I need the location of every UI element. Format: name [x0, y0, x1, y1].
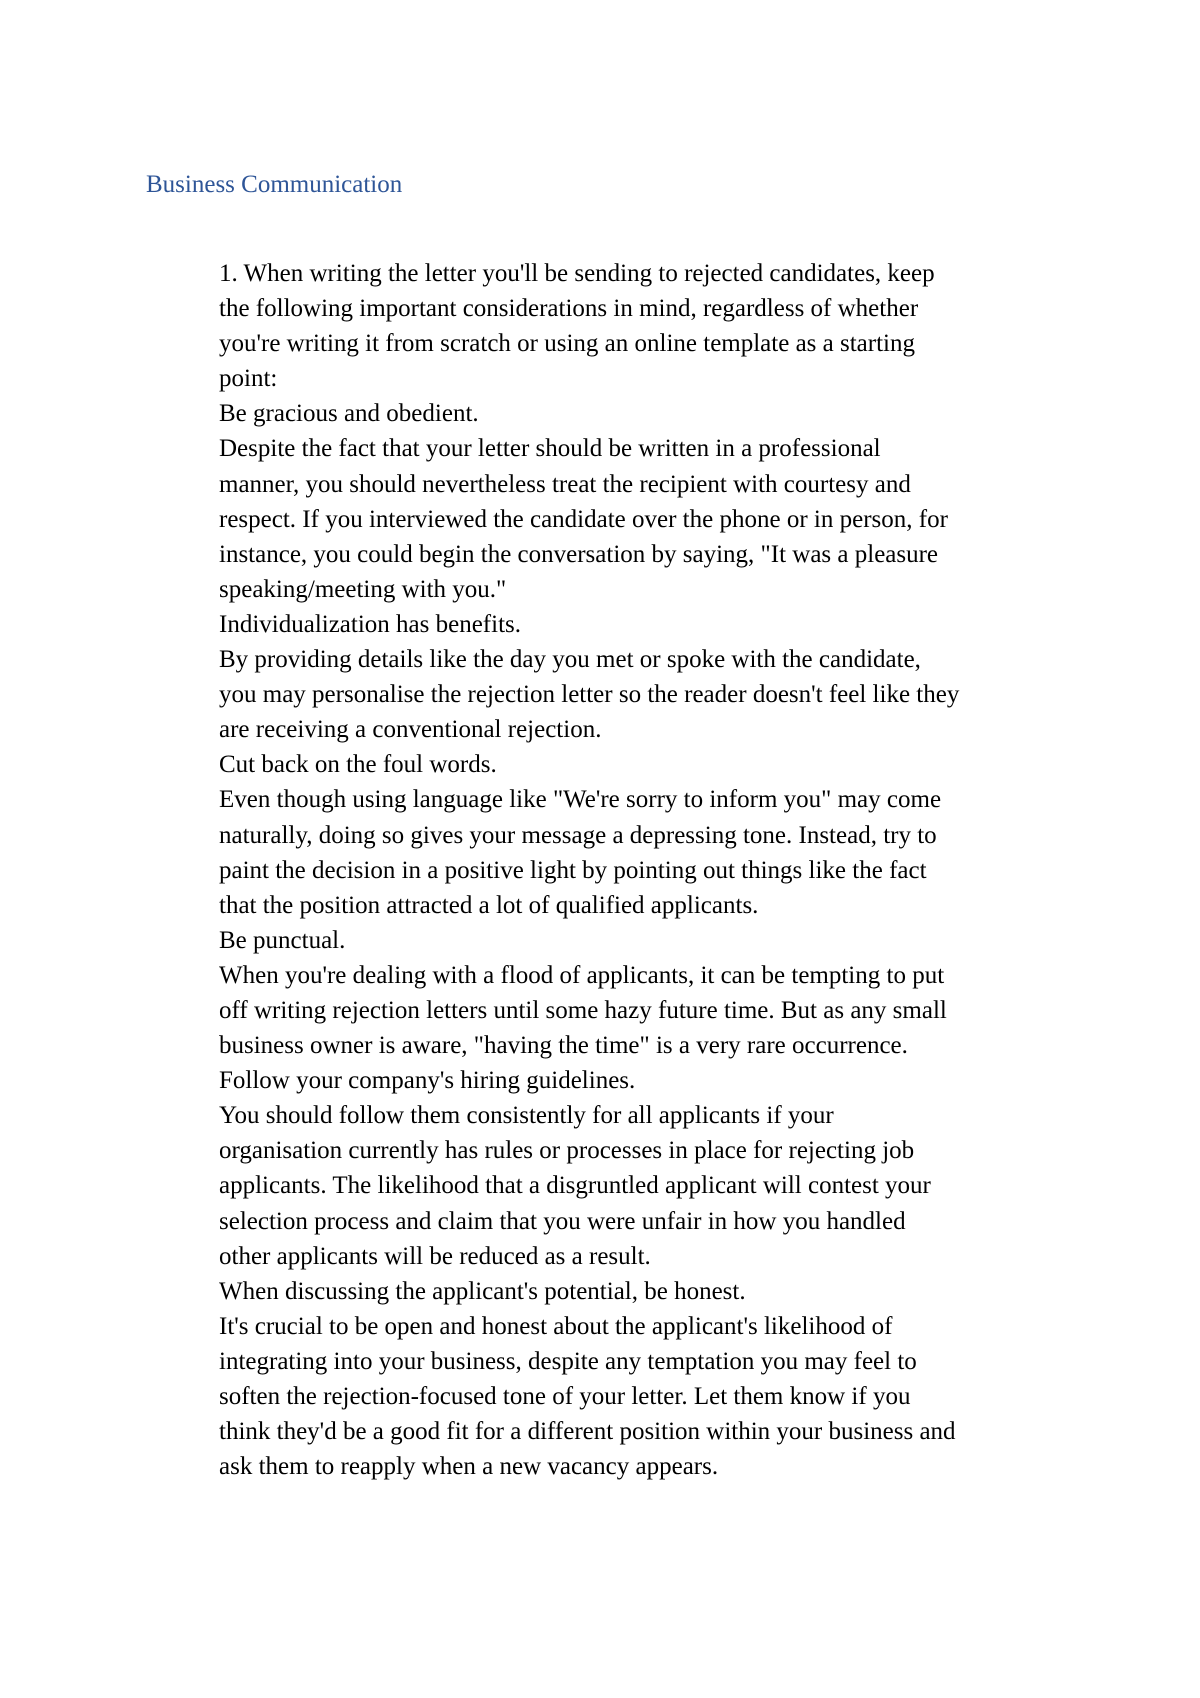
body-line: When discussing the applicant's potential, be honest. [219, 1277, 746, 1305]
body-line: you're writing it from scratch or using an online template as a starting [219, 330, 915, 358]
body-line: you may personalise the rejection letter so the reader doesn't feel like they [219, 681, 960, 709]
body-line: organisation currently has rules or processes in place for rejecting job [219, 1137, 915, 1165]
body-line: manner, you should nevertheless treat the recipient with courtesy and [219, 470, 911, 498]
body-line: that the position attracted a lot of qualified applicants. [219, 891, 759, 919]
body-line: You should follow them consistently for all applicants if your [219, 1102, 834, 1130]
body-line: 1. When writing the letter you'll be sending to rejected candidates, keep [219, 260, 935, 287]
body-line: selection process and claim that you were unfair in how you handled [219, 1207, 906, 1235]
body-line: It's crucial to be open and honest about the applicant's likelihood of [219, 1312, 893, 1340]
document-title: Business Communication [146, 171, 403, 198]
body-line: instance, you could begin the conversation by saying, "It was a pleasure [219, 540, 939, 568]
body-line: point: [219, 365, 278, 393]
body-line: Follow your company's hiring guidelines. [219, 1067, 636, 1095]
body-line: respect. If you interviewed the candidate over the phone or in person, for [219, 505, 948, 533]
body-line: off writing rejection letters until some hazy future time. But as any small [219, 996, 947, 1024]
body-line: Even though using language like "We're sorry to inform you" may come [219, 786, 942, 814]
body-line: think they'd be a good fit for a different position within your business and [219, 1418, 956, 1446]
body-line: applicants. The likelihood that a disgruntled applicant will contest your [219, 1172, 931, 1200]
body-line: speaking/meeting with you." [219, 575, 507, 603]
body-line: the following important considerations in mind, regardless of whether [219, 295, 919, 323]
body-line: paint the decision in a positive light by pointing out things like the fact [219, 856, 927, 884]
body-line: Be punctual. [219, 926, 346, 954]
body-line: Be gracious and obedient. [219, 400, 479, 428]
body-line: When you're dealing with a flood of applicants, it can be tempting to put [219, 961, 945, 989]
body-line: By providing details like the day you met or spoke with the candidate, [219, 646, 921, 674]
body-line: soften the rejection-focused tone of your letter. Let them know if you [219, 1383, 911, 1410]
body-line: other applicants will be reduced as a result. [219, 1242, 651, 1270]
body-line: integrating into your business, despite any temptation you may feel to [219, 1347, 917, 1375]
body-line: naturally, doing so gives your message a depressing tone. Instead, try to [219, 821, 937, 849]
body-line: are receiving a conventional rejection. [219, 716, 602, 744]
body-line: Cut back on the foul words. [219, 751, 497, 779]
body-line: Despite the fact that your letter should be written in a professional [219, 435, 881, 463]
body-line: business owner is aware, "having the time" is a very rare occurrence. [219, 1032, 908, 1060]
body-line: ask them to reapply when a new vacancy appears. [219, 1453, 719, 1481]
document-body [219, 256, 1119, 1484]
body-line: Individualization has benefits. [219, 610, 522, 638]
